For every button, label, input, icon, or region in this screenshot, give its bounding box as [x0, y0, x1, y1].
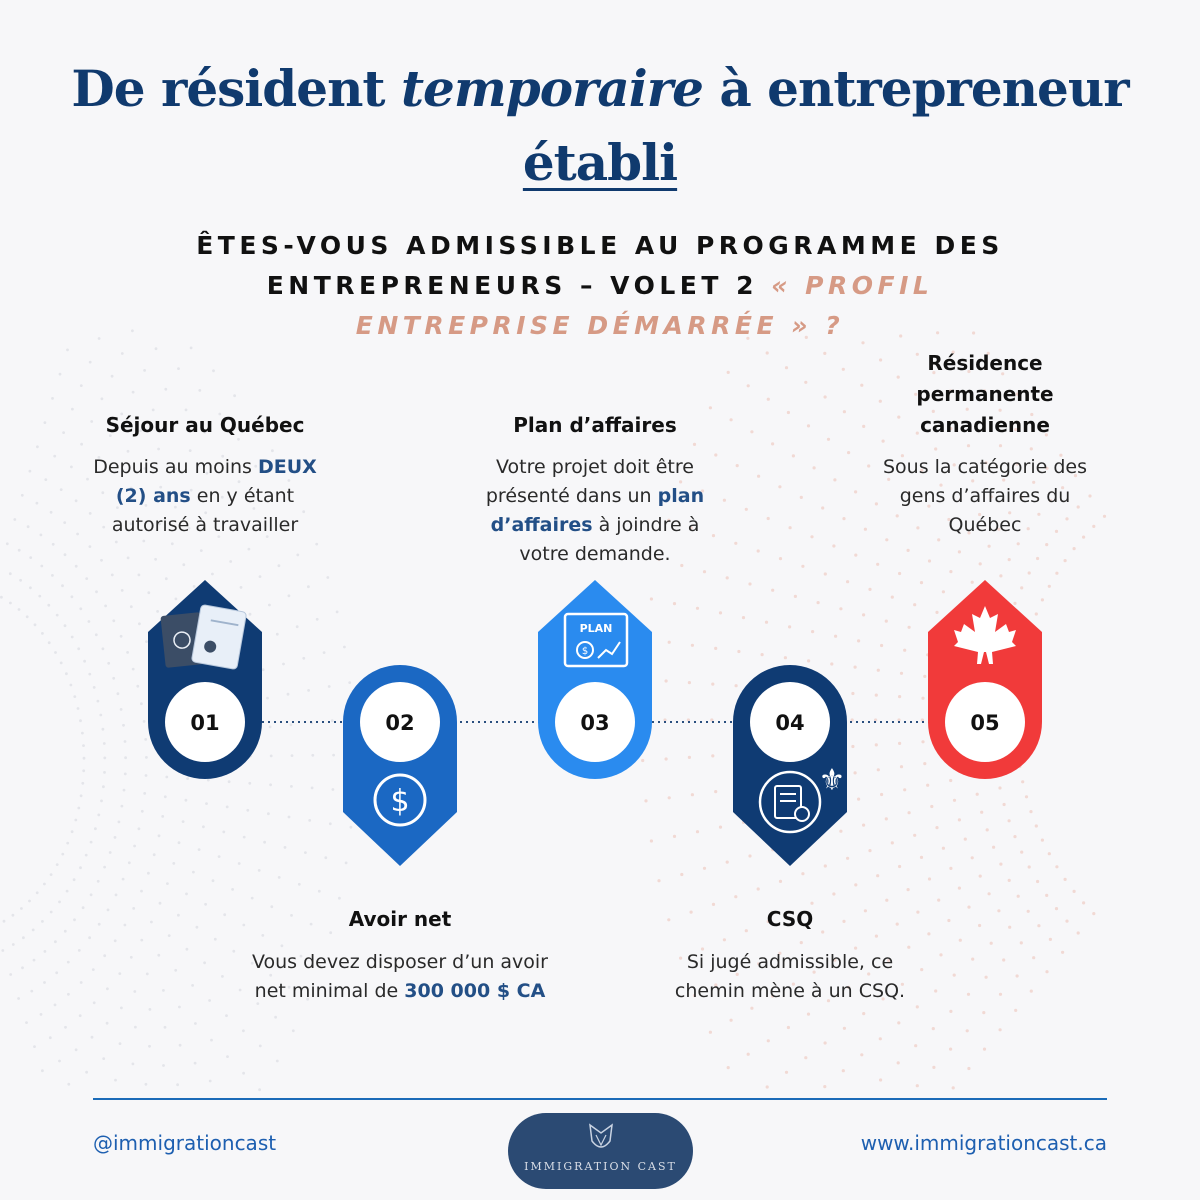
- svg-text:04: 04: [775, 711, 805, 735]
- step-2-description: Vous devez disposer d’un avoir net minimal de 300 000 $ CA: [251, 951, 548, 1002]
- page-subtitle: ÊTES-VOUS ADMISSIBLE AU PROGRAMME DES ENTREPRENEURS – VOLET 2 « PROFIL ENTREPRISE DÉMARRÉE » ?: [196, 231, 1004, 340]
- svg-text:$: $: [390, 784, 410, 819]
- step-4-heading: CSQ: [766, 907, 814, 931]
- svg-text:05: 05: [970, 711, 1000, 735]
- step-1-description: Depuis au moins DEUX (2) ans en y étant autorisé à travailler: [93, 456, 317, 536]
- step-5-description: Sous la catégorie des gens d’affaires du Québec: [882, 456, 1087, 536]
- step-3-description: Votre projet doit être présenté dans un plan d’affaires à joindre à votre demande.: [485, 456, 705, 565]
- svg-text:03: 03: [580, 711, 610, 735]
- step-4-marker: [733, 665, 847, 866]
- step-3-marker: [538, 580, 652, 779]
- step-5-marker: [928, 580, 1042, 779]
- step-3-heading: Plan d’affaires: [513, 413, 677, 437]
- svg-text:$: $: [581, 646, 589, 657]
- page-title-underlined: établi: [522, 133, 678, 192]
- step-2-marker: [343, 665, 457, 866]
- step-5-heading: Résidence permanente canadienne: [916, 351, 1054, 437]
- footer-divider: [93, 1098, 1107, 1100]
- timeline-diagram: [0, 560, 1200, 900]
- brand-logo: [508, 1113, 693, 1189]
- fleur-de-lis-icon: ⚜: [818, 763, 846, 798]
- step-1-marker: [148, 580, 262, 779]
- step-4-description: Si jugé admissible, ce chemin mène à un CSQ.: [674, 951, 906, 1002]
- website-link[interactable]: www.immigrationcast.ca: [860, 1131, 1107, 1155]
- svg-text:01: 01: [190, 711, 220, 735]
- page-title: De résident temporaire à entrepreneur établi: [71, 59, 1129, 192]
- svg-text:PLAN: PLAN: [579, 622, 613, 635]
- brand-logo-text: IMMIGRATION CAST: [524, 1160, 677, 1173]
- social-handle-link[interactable]: @immigrationcast: [93, 1131, 277, 1155]
- owl-logo-icon: [586, 1121, 616, 1155]
- svg-text:02: 02: [385, 711, 415, 735]
- step-2-heading: Avoir net: [348, 907, 452, 931]
- step-1-heading: Séjour au Québec: [105, 413, 305, 437]
